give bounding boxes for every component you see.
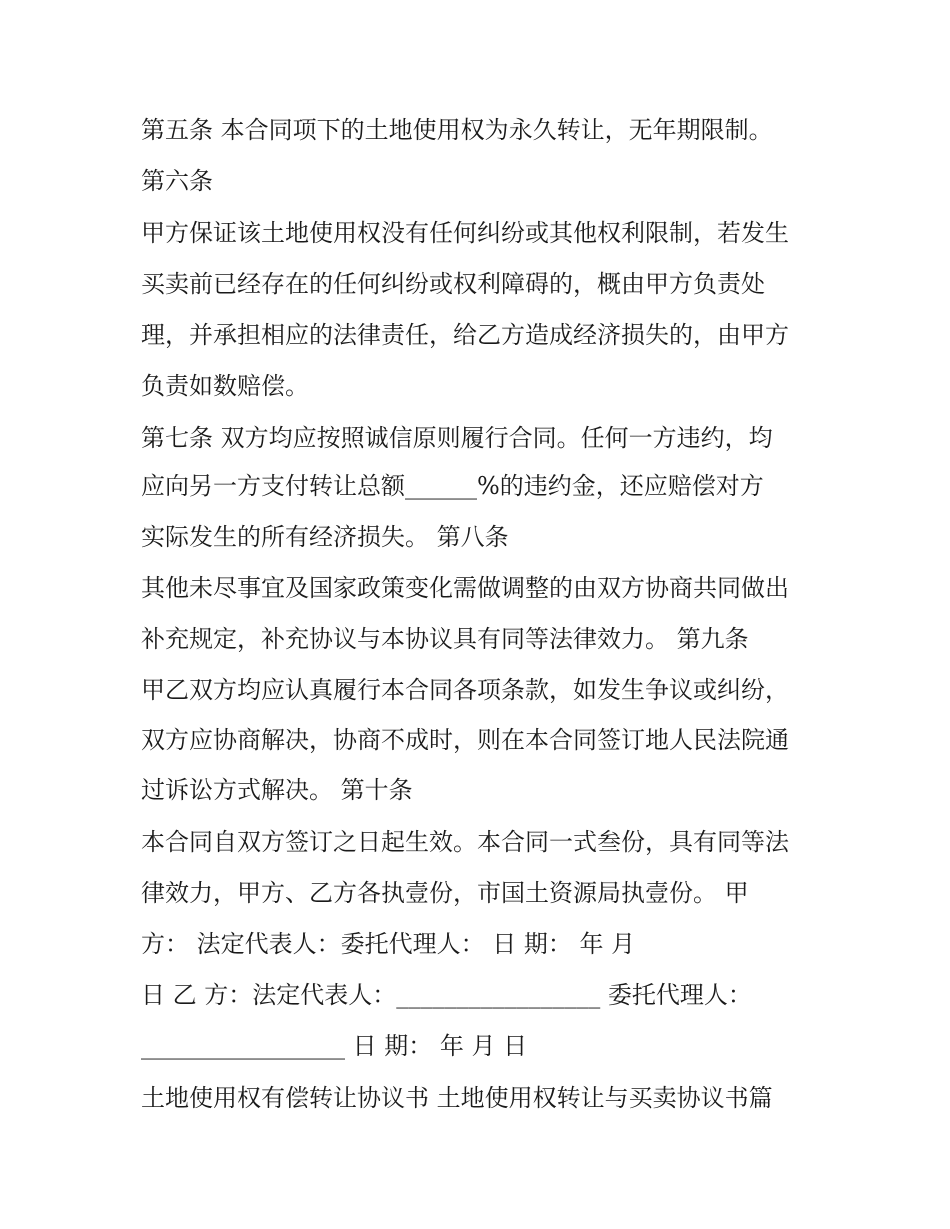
text-line: _________________ 日 期： 年 月 日 (141, 1032, 528, 1060)
text-line: 土地使用权有偿转让协议书 土地使用权转让与买卖协议书篇 (141, 1084, 773, 1112)
text-line: 第七条 双方均应按照诚信原则履行合同。任何一方违约，均 (141, 424, 773, 452)
text-line: 理，并承担相应的法律责任，给乙方造成经济损失的，由甲方 (141, 321, 789, 349)
text-line: 其他未尽事宜及国家政策变化需做调整的由双方协商共同做出 (141, 574, 789, 602)
text-line: 负责如数赔偿。 (141, 372, 309, 400)
text-line: 日 乙 方：法定代表人：_________________ 委托代理人： (141, 981, 752, 1009)
text-line: 第五条 本合同项下的土地使用权为永久转让，无年期限制。 (141, 116, 773, 144)
text-line: 本合同自双方签订之日起生效。本合同一式叁份，具有同等法 (141, 828, 789, 856)
text-line: 第六条 (141, 167, 213, 195)
text-line: 补充规定，补充协议与本协议具有同等法律效力。 第九条 (141, 625, 749, 653)
text-line: 过诉讼方式解决。 第十条 (141, 776, 413, 804)
text-line: 买卖前已经存在的任何纠纷或权利障碍的，概由甲方负责处 (141, 270, 765, 298)
text-line: 律效力，甲方、乙方各执壹份，市国土资源局执壹份。 甲 (141, 879, 749, 907)
text-line: 双方应协商解决，协商不成时，则在本合同签订地人民法院通 (141, 726, 789, 754)
text-line: 应向另一方支付转让总额______%的违约金，还应赔偿对方 (141, 472, 764, 500)
text-line: 甲乙双方均应认真履行本合同各项条款，如发生争议或纠纷， (141, 676, 789, 704)
text-line: 实际发生的所有经济损失。 第八条 (141, 523, 509, 551)
text-line: 甲方保证该土地使用权没有任何纠纷或其他权利限制，若发生 (141, 219, 789, 247)
text-line: 方： 法定代表人：委托代理人： 日 期： 年 月 (141, 930, 636, 958)
